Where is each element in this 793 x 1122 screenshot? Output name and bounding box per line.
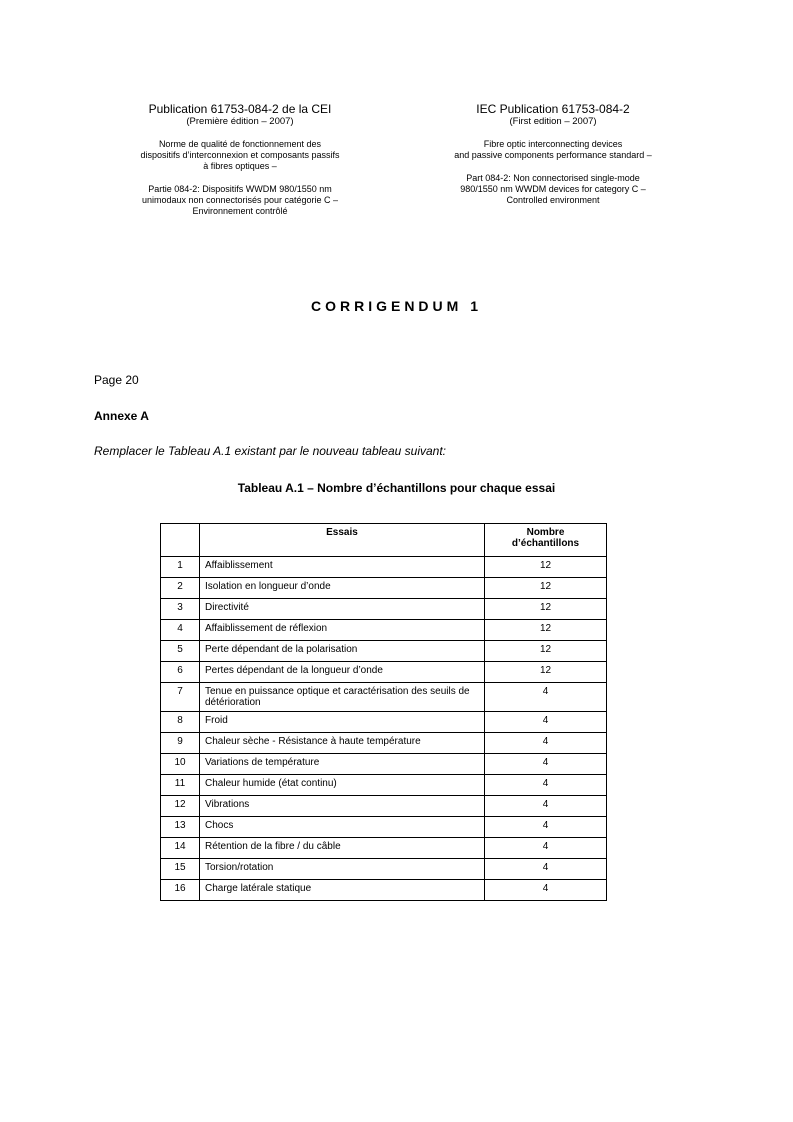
publication-description-en [393, 139, 713, 161]
replacement-instruction: Remplacer le Tableau A.1 existant par le nouveau tableau suivant: [94, 444, 447, 458]
table-row [161, 838, 607, 859]
header-tests: Essais [200, 524, 485, 557]
row-number: 4 [161, 620, 200, 641]
sample-count: 12 [485, 620, 607, 641]
row-number: 6 [161, 662, 200, 683]
row-number: 16 [161, 880, 200, 901]
row-number: 15 [161, 859, 200, 880]
table-row [161, 662, 607, 683]
table-header-row [161, 524, 607, 557]
description-line: and passive components performance standard – [454, 150, 652, 160]
row-number: 7 [161, 683, 200, 712]
test-name: Isolation en longueur d’onde [200, 578, 485, 599]
row-number: 13 [161, 817, 200, 838]
sample-count: 4 [485, 838, 607, 859]
test-name: Froid [200, 712, 485, 733]
part-line: Part 084-2: Non connectorised single-mode [466, 173, 640, 183]
row-number: 5 [161, 641, 200, 662]
header-count-line: Nombre [526, 527, 565, 538]
description-line: à fibres optiques – [203, 161, 277, 171]
sample-count: 4 [485, 712, 607, 733]
test-name: Tenue en puissance optique et caractérisation des seuils de détérioration [200, 683, 485, 712]
annex-heading: Annexe A [94, 409, 149, 423]
table-row [161, 620, 607, 641]
row-number: 1 [161, 557, 200, 578]
row-number: 3 [161, 599, 200, 620]
description-line: Fibre optic interconnecting devices [483, 139, 623, 149]
row-number: 12 [161, 796, 200, 817]
sample-count: 4 [485, 754, 607, 775]
row-number: 8 [161, 712, 200, 733]
corrigendum-title: CORRIGENDUM 1 [310, 298, 482, 314]
test-name: Torsion/rotation [200, 859, 485, 880]
table-row [161, 557, 607, 578]
table-row [161, 754, 607, 775]
table-row [161, 641, 607, 662]
part-line: Environnement contrôlé [192, 206, 288, 216]
table-row [161, 796, 607, 817]
description-line: Norme de qualité de fonctionnement des [158, 139, 322, 149]
publication-edition-en: (First edition – 2007) [509, 116, 597, 127]
test-name: Rétention de la fibre / du câble [200, 838, 485, 859]
sample-count: 12 [485, 578, 607, 599]
publication-part-en [393, 173, 713, 206]
part-line: 980/1550 nm WWDM devices for category C – [460, 184, 646, 194]
test-name: Chocs [200, 817, 485, 838]
part-line: Partie 084-2: Dispositifs WWDM 980/1550 nm [148, 184, 332, 194]
table-row [161, 880, 607, 901]
row-number: 10 [161, 754, 200, 775]
table-row [161, 683, 607, 712]
sample-count: 4 [485, 859, 607, 880]
row-number: 11 [161, 775, 200, 796]
table-body [161, 557, 607, 901]
table-row [161, 733, 607, 754]
table-row [161, 775, 607, 796]
header-number [161, 524, 200, 557]
test-name: Directivité [200, 599, 485, 620]
page-reference: Page 20 [94, 373, 139, 387]
part-line: unimodaux non connectorisés pour catégorie C – [141, 195, 339, 205]
sample-count: 4 [485, 880, 607, 901]
test-name: Affaiblissement de réflexion [200, 620, 485, 641]
publication-edition-fr: (Première édition – 2007) [186, 116, 294, 127]
publication-title-fr: Publication 61753-084-2 de la CEI [148, 102, 332, 116]
header-french [80, 102, 400, 217]
table-row [161, 859, 607, 880]
publication-title-en: IEC Publication 61753-084-2 [476, 102, 630, 116]
header-english [393, 102, 713, 206]
test-name: Chaleur humide (état continu) [200, 775, 485, 796]
table-caption: Tableau A.1 – Nombre d’échantillons pour chaque essai [237, 481, 556, 495]
sample-count: 12 [485, 557, 607, 578]
sample-count: 12 [485, 599, 607, 620]
samples-table [160, 523, 607, 901]
header-count-line: d’échantillons [511, 538, 580, 549]
test-name: Affaiblissement [200, 557, 485, 578]
test-name: Perte dépendant de la polarisation [200, 641, 485, 662]
row-number: 9 [161, 733, 200, 754]
row-number: 14 [161, 838, 200, 859]
table-row [161, 712, 607, 733]
sample-count: 4 [485, 683, 607, 712]
sample-count: 4 [485, 817, 607, 838]
description-line: dispositifs d’interconnexion et composants passifs [140, 150, 340, 160]
publication-part-fr [80, 184, 400, 217]
table-row [161, 578, 607, 599]
sample-count: 4 [485, 775, 607, 796]
test-name: Pertes dépendant de la longueur d’onde [200, 662, 485, 683]
part-line: Controlled environment [506, 195, 600, 205]
sample-count: 4 [485, 733, 607, 754]
header-sample-count [485, 524, 607, 557]
test-name: Chaleur sèche - Résistance à haute température [200, 733, 485, 754]
row-number: 2 [161, 578, 200, 599]
publication-description-fr [80, 139, 400, 172]
test-name: Charge latérale statique [200, 880, 485, 901]
sample-count: 12 [485, 662, 607, 683]
table-row [161, 599, 607, 620]
table-row [161, 817, 607, 838]
sample-count: 4 [485, 796, 607, 817]
test-name: Variations de température [200, 754, 485, 775]
sample-count: 12 [485, 641, 607, 662]
test-name: Vibrations [200, 796, 485, 817]
